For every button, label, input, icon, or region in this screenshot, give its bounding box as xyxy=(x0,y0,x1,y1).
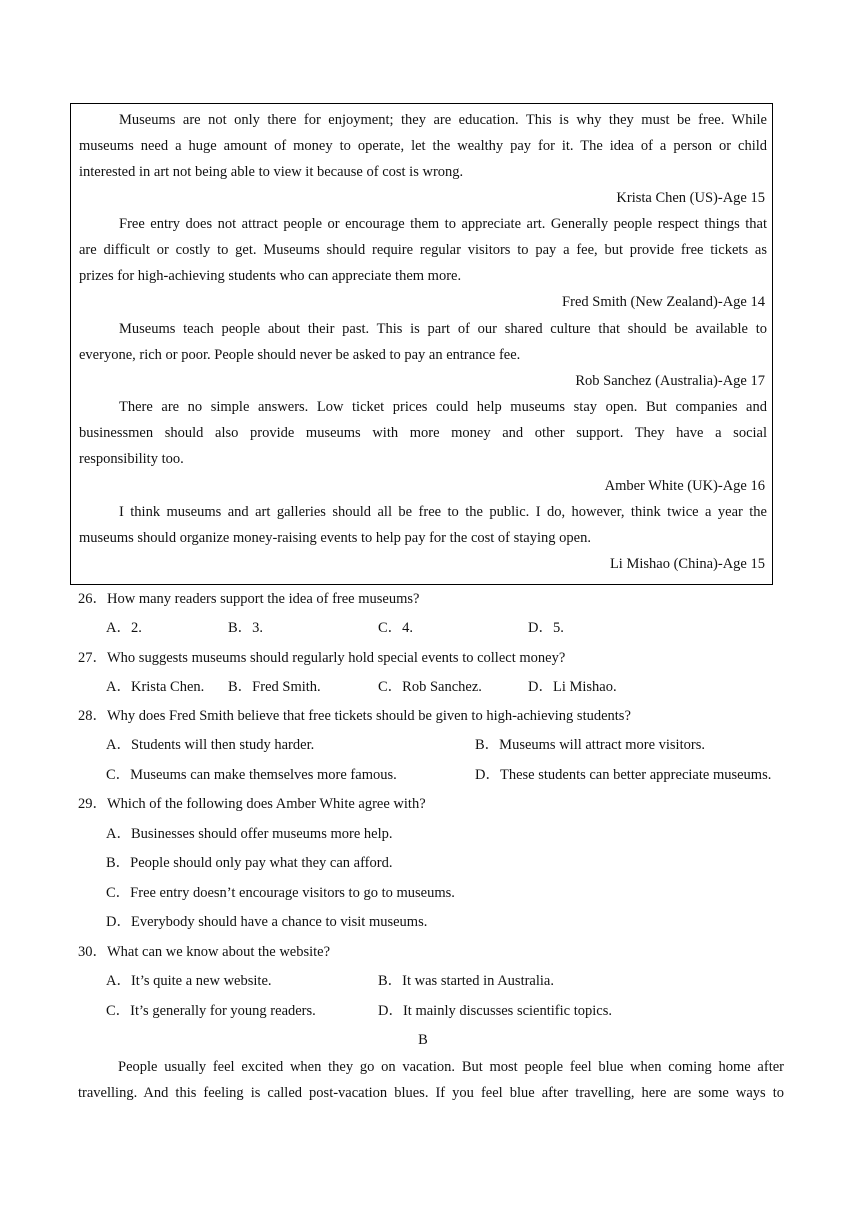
question-option: C．Free entry doesn’t encourage visitors to go to museums. xyxy=(106,885,455,901)
comment-line: Museums are not only there for enjoyment; they are education. This is why they must be free. While xyxy=(119,112,767,128)
comment-author: Fred Smith (New Zealand)-Age 14 xyxy=(562,294,765,310)
question-option: A．Businesses should offer museums more help. xyxy=(106,826,393,842)
question-option: A．2. xyxy=(106,620,142,636)
question-option: B．Fred Smith. xyxy=(228,679,321,695)
question-option: A．It’s quite a new website. xyxy=(106,973,272,989)
question-option: D．It mainly discusses scientific topics. xyxy=(378,1003,612,1019)
question-stem: 26．How many readers support the idea of free museums? xyxy=(78,591,420,607)
question-option: D．Li Mishao. xyxy=(528,679,617,695)
question-option: C．Museums can make themselves more famous. xyxy=(106,767,397,783)
comment-line: are difficult or costly to get. Museums should require regular visitors to pay a fee, but provide free tickets as xyxy=(79,242,767,258)
question-option: C．It’s generally for young readers. xyxy=(106,1003,316,1019)
question-option: D．These students can better appreciate museums. xyxy=(475,767,772,783)
comment-author: Rob Sanchez (Australia)-Age 17 xyxy=(575,373,765,389)
question-option: B．People should only pay what they can afford. xyxy=(106,855,393,871)
question-option: D．Everybody should have a chance to visit museums. xyxy=(106,914,428,930)
comment-line: Museums teach people about their past. This is part of our shared culture that should be available to xyxy=(119,321,767,337)
comment-author: Amber White (UK)-Age 16 xyxy=(604,478,765,494)
question-stem: 28．Why does Fred Smith believe that free tickets should be given to high-achieving students? xyxy=(78,708,631,724)
question-option: B．3. xyxy=(228,620,264,636)
comment-line: everyone, rich or poor. People should never be asked to pay an entrance fee. xyxy=(79,347,521,363)
comment-line: There are no simple answers. Low ticket prices could help museums stay open. But companies and xyxy=(119,399,767,415)
comment-line: I think museums and art galleries should all be free to the public. I do, however, think twice a year the xyxy=(119,504,767,520)
comment-line: museums should organize money-raising events to help pay for the cost of staying open. xyxy=(79,530,591,546)
comment-line: businessmen should also provide museums with more money and other support. They have a social xyxy=(79,425,767,441)
passage-line: travelling. And this feeling is called post-vacation blues. If you feel blue after travelling, here are some ways to xyxy=(78,1085,784,1101)
question-option: C．4. xyxy=(378,620,414,636)
question-stem: 27．Who suggests museums should regularly hold special events to collect money? xyxy=(78,650,566,666)
comment-line: interested in art not being able to view it because of cost is wrong. xyxy=(79,164,464,180)
section-heading: B xyxy=(418,1032,428,1048)
comment-line: Free entry does not attract people or encourage them to appreciate art. Generally people respect things that xyxy=(119,216,767,232)
question-option: C．Rob Sanchez. xyxy=(378,679,482,695)
question-stem: 29．Which of the following does Amber White agree with? xyxy=(78,796,426,812)
comment-line: museums need a huge amount of money to operate, let the wealthy pay for it. The idea of a person or child xyxy=(79,138,767,154)
question-option: D．5. xyxy=(528,620,564,636)
comment-author: Krista Chen (US)-Age 15 xyxy=(616,190,765,206)
comment-line: prizes for high-achieving students who can appreciate them more. xyxy=(79,268,462,284)
question-option: B．Museums will attract more visitors. xyxy=(475,737,705,753)
question-stem: 30．What can we know about the website? xyxy=(78,944,331,960)
comment-line: responsibility too. xyxy=(79,451,184,467)
question-option: A．Krista Chen. xyxy=(106,679,205,695)
question-option: A．Students will then study harder. xyxy=(106,737,315,753)
passage-line: People usually feel excited when they go on vacation. But most people feel blue when coming home after xyxy=(118,1059,784,1075)
comment-author: Li Mishao (China)-Age 15 xyxy=(609,556,765,572)
passage-box xyxy=(70,103,773,585)
question-option: B．It was started in Australia. xyxy=(378,973,554,989)
